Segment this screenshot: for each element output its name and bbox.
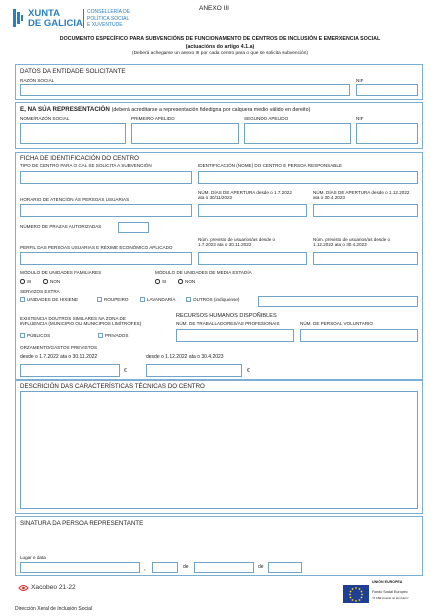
razon-social-label: RAZÓN SOCIAL [20, 77, 55, 83]
representacion-nif-label: NIF [356, 115, 364, 121]
brand-name: XUNTA [28, 8, 61, 19]
previsto-2-label: Núm. previsto de usuarios/as desde o 1.12.2022 ata o 30.4.2023 [313, 237, 391, 247]
modulo-media-non-radio[interactable] [178, 279, 183, 284]
modulo-familiares-non-radio[interactable] [43, 279, 48, 284]
conselleria-line3: E XUVENTUDE [87, 22, 123, 28]
conselleria-line1: CONSELLERÍA DE [87, 9, 131, 15]
representacion-nif-field[interactable] [356, 123, 418, 144]
annex-label: ANEXO III [199, 5, 229, 12]
outros-checkbox[interactable] [186, 297, 191, 302]
modulo-media-label: MÓDULO DE UNIDADES DE MEDIA ESTADÍA [155, 270, 252, 275]
brand-name-2: DE GALICIA [28, 18, 83, 29]
servizos-label: SERVIZOS EXTRA [20, 289, 60, 294]
document-title: DOCUMENTO ESPECÍFICO PARA SUBVENCIÓNS DE FUNCIONAMENTO DE CENTROS DE INCLUSIÓN E EMERXENCIA SOCIAL [59, 36, 381, 42]
dias-apertura-1-label: NÚM. DÍAS DE APERTURA desde o 1.7.2022 ata o 30/11/2022 [198, 190, 292, 200]
previsto-1-field[interactable] [198, 252, 307, 265]
de-1-label: de [183, 564, 189, 570]
modulo-media-non-label: NON [185, 278, 196, 284]
modulo-familiares-non-label: NON [50, 278, 61, 284]
prazas-field[interactable] [118, 222, 149, 233]
perfil-field[interactable] [20, 252, 192, 265]
ano-field[interactable] [268, 562, 302, 573]
outros-field[interactable] [258, 296, 418, 307]
xacobeo-emblem-icon [18, 583, 29, 594]
comma-label: , [144, 566, 146, 572]
ficha-heading: FICHA DE IDENTIFICACIÓN DO CENTRO [20, 155, 139, 162]
mes-field[interactable] [194, 562, 254, 573]
privados-checkbox[interactable] [98, 333, 103, 338]
entidade-nif-label: NIF [356, 77, 364, 83]
ue-line1: UNIÓN EUROPEA [372, 580, 403, 584]
segundo-apelido-label: SEGUNDO APELIDO [244, 115, 289, 121]
horario-label: HORARIO DE ATENCIÓN ÁS PERSOAS USUARIAS [20, 197, 130, 202]
roupeiro-checkbox[interactable] [97, 297, 102, 302]
horario-field[interactable] [20, 204, 192, 217]
roupeiro-label: ROUPEIRO [104, 297, 129, 302]
identificacion-field[interactable] [198, 171, 418, 184]
document-note: (Deberá achegarse un anexo III por cada centro para o que se solicita subvención) [132, 50, 308, 56]
nome-label: NOME/RAZÓN SOCIAL [20, 115, 70, 121]
dias-apertura-2-label: NÚM. DÍAS DE APERTURA desde o 1.12.2022 ata o 30.4.2023 [313, 190, 410, 200]
lavandaria-checkbox[interactable] [140, 297, 145, 302]
privados-label: PRIVADOS [105, 333, 129, 338]
orzamento-1-field[interactable] [20, 364, 120, 377]
modulo-media-si-radio[interactable] [155, 279, 160, 284]
orzamento-2-field[interactable] [146, 364, 242, 377]
primeiro-apelido-field[interactable] [131, 123, 239, 144]
dias-apertura-1-field[interactable] [198, 204, 307, 217]
dia-field[interactable] [152, 562, 178, 573]
voluntario-label: NÚM. DE PERSOAL VOLUNTARIO [300, 321, 374, 326]
primeiro-apelido-label: PRIMEIRO APELIDO [131, 115, 175, 121]
traballadores-label: NÚM. DE TRABALLADORES/AS PROFESIONAIS [176, 321, 280, 326]
razon-social-field[interactable] [20, 84, 350, 96]
lugar-field[interactable] [20, 562, 140, 573]
xunta-logo [12, 7, 132, 29]
eu-flag-icon [343, 585, 369, 603]
lugar-data-label: Lugar e data [20, 555, 46, 560]
modulo-familiares-si-label: SI [27, 278, 32, 284]
direccion-label: Dirección Xeral de Inclusión Social [15, 606, 92, 612]
orzamento-label: ORZAMENTO/GASTOS PREVISTOS [20, 345, 98, 350]
publicos-label: PÚBLICOS [27, 333, 51, 338]
perfil-label: PERFIL DAS PERSOAS USUARIAS E RÉXIME ECONÓMICO APLICADO [20, 245, 173, 250]
document-subtitle: (actuacións do artigo 4.1.a) [185, 43, 255, 50]
traballadores-field[interactable] [176, 329, 294, 342]
representacion-heading: E, NA SÚA REPRESENTACIÓN (deberá acreditarse a representación fidedigna por calquera medio válido en dereito) [20, 106, 311, 113]
prazas-label: NÚMERO DE PRAZAS AUTORIZADAS [20, 224, 102, 229]
ue-line3: "O FSE invierte no teu futuro" [372, 596, 409, 600]
ue-line2: Fondo Social Europeo [372, 590, 408, 594]
conselleria-line2: POLÍTICA SOCIAL [87, 15, 130, 22]
sinatura-heading: SINATURA DA PERSOA REPRESENTANTE [20, 520, 144, 527]
periodo-1-label: desde o 1.7.2022 ata o 30.11.2022 [20, 353, 98, 360]
outros-label: OUTROS (indíquense) [193, 297, 240, 302]
de-2-label: de [258, 564, 264, 570]
lavandaria-label: LAVANDARÍA [147, 297, 176, 302]
euro-2-label: € [247, 368, 250, 374]
existencia-label: EXISTENCIA DOUTROS SIMILARES NA ZONA DE INFLUENCIA (MUNICIPIO OU MUNICIPIOS LIMÍTROFES) [20, 316, 142, 326]
modulo-familiares-si-radio[interactable] [20, 279, 25, 284]
voluntario-field[interactable] [300, 329, 418, 342]
euro-1-label: € [124, 368, 127, 374]
periodo-2-label: desde o 1.12.2022 ata o 30.4.2023 [146, 353, 224, 360]
entidade-heading: DATOS DA ENTIDADE SOLICITANTE [20, 68, 126, 75]
modulo-familiares-label: MÓDULO DE UNIDADES FAMILIARES [20, 270, 102, 275]
hixiene-label: UNIDADES DE HIXIENE [27, 297, 79, 302]
publicos-checkbox[interactable] [20, 333, 25, 338]
descricion-textarea[interactable] [20, 391, 418, 509]
modulo-media-si-label: SI [162, 278, 167, 284]
xacobeo-logo [18, 582, 88, 596]
tipo-centro-label: TIPO DE CENTRO PARA O CAL SE SOLICITA A SUBVENCIÓN [20, 163, 152, 168]
hixiene-checkbox[interactable] [20, 297, 25, 302]
xunta-emblem-icon [12, 9, 24, 27]
recursos-heading: RECURSOS HUMANOS DISPOÑIBLES [176, 313, 277, 319]
eu-logo [343, 578, 423, 606]
entidade-nif-field[interactable] [356, 84, 418, 96]
dias-apertura-2-field[interactable] [313, 204, 418, 217]
descricion-heading: DESCRICIÓN DAS CARACTERÍSTICAS TÉCNICAS DO CENTRO [20, 383, 205, 390]
segundo-apelido-field[interactable] [244, 123, 351, 144]
xacobeo-text: Xacobeo 21·22 [31, 584, 76, 591]
identificacion-label: IDENTIFICACIÓN (NOME) DO CENTRO E PERSOA RESPONSABLE [198, 163, 342, 168]
tipo-centro-field[interactable] [20, 171, 192, 184]
previsto-2-field[interactable] [313, 252, 418, 265]
previsto-1-label: Núm. previsto de usuarios/as desde o 1.7.2022 ata o 30.11.2022 [198, 237, 276, 247]
nome-field[interactable] [20, 123, 126, 144]
